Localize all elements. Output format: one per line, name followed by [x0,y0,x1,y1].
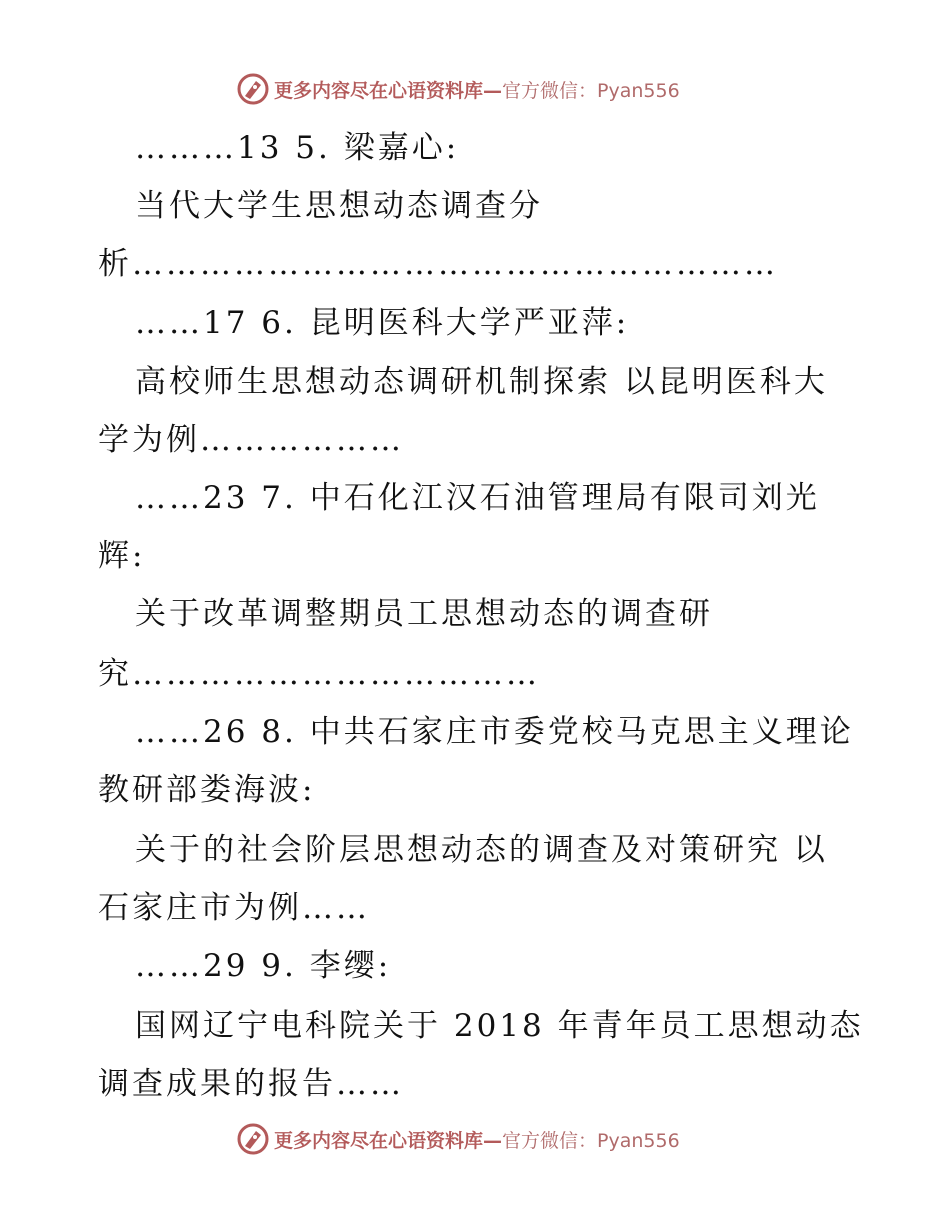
watermark-text [274,1126,680,1153]
toc-line: ……26 8. 中共石家庄市委党校马克思主义理论 [135,714,854,750]
watermark-tail: 官方微信：Pyan556 [502,1129,680,1152]
toc-line: ……29 9. 李缨: [135,948,392,984]
toc-line: ……17 6. 昆明医科大学严亚萍: [135,305,630,341]
toc-line: 国网辽宁电科院关于 2018 年青年员工思想动态 [135,1008,864,1044]
toc-line: 石家庄市为例…… [98,890,370,926]
toc-line: ………13 5. 梁嘉心: [135,130,460,166]
pen-nib-circle-icon [236,1122,270,1156]
toc-line: 当代大学生思想动态调查分 [135,188,543,224]
footer-watermark [236,1122,680,1156]
toc-line: 析………………………………………………… [98,246,778,282]
toc-line: 究……………………………… [98,656,540,692]
watermark-main: 更多内容尽在心语资料库— [274,1129,503,1152]
toc-line: 教研部娄海波: [98,772,316,808]
toc-line: 关于的社会阶层思想动态的调查及对策研究 以 [135,832,828,868]
pen-nib-circle-icon [236,72,270,106]
toc-line: 关于改革调整期员工思想动态的调查研 [135,596,713,632]
watermark-text [274,76,680,103]
toc-line: 高校师生思想动态调研机制探索 以昆明医科大 [135,364,828,400]
toc-line: ……23 7. 中石化江汉石油管理局有限司刘光 [135,480,820,516]
watermark-tail: 官方微信：Pyan556 [502,79,680,102]
toc-line: 调查成果的报告…… [98,1066,404,1102]
toc-line: 学为例……………… [98,422,404,458]
header-watermark [236,72,680,106]
toc-line: 辉: [98,538,146,574]
watermark-main: 更多内容尽在心语资料库— [274,79,503,102]
